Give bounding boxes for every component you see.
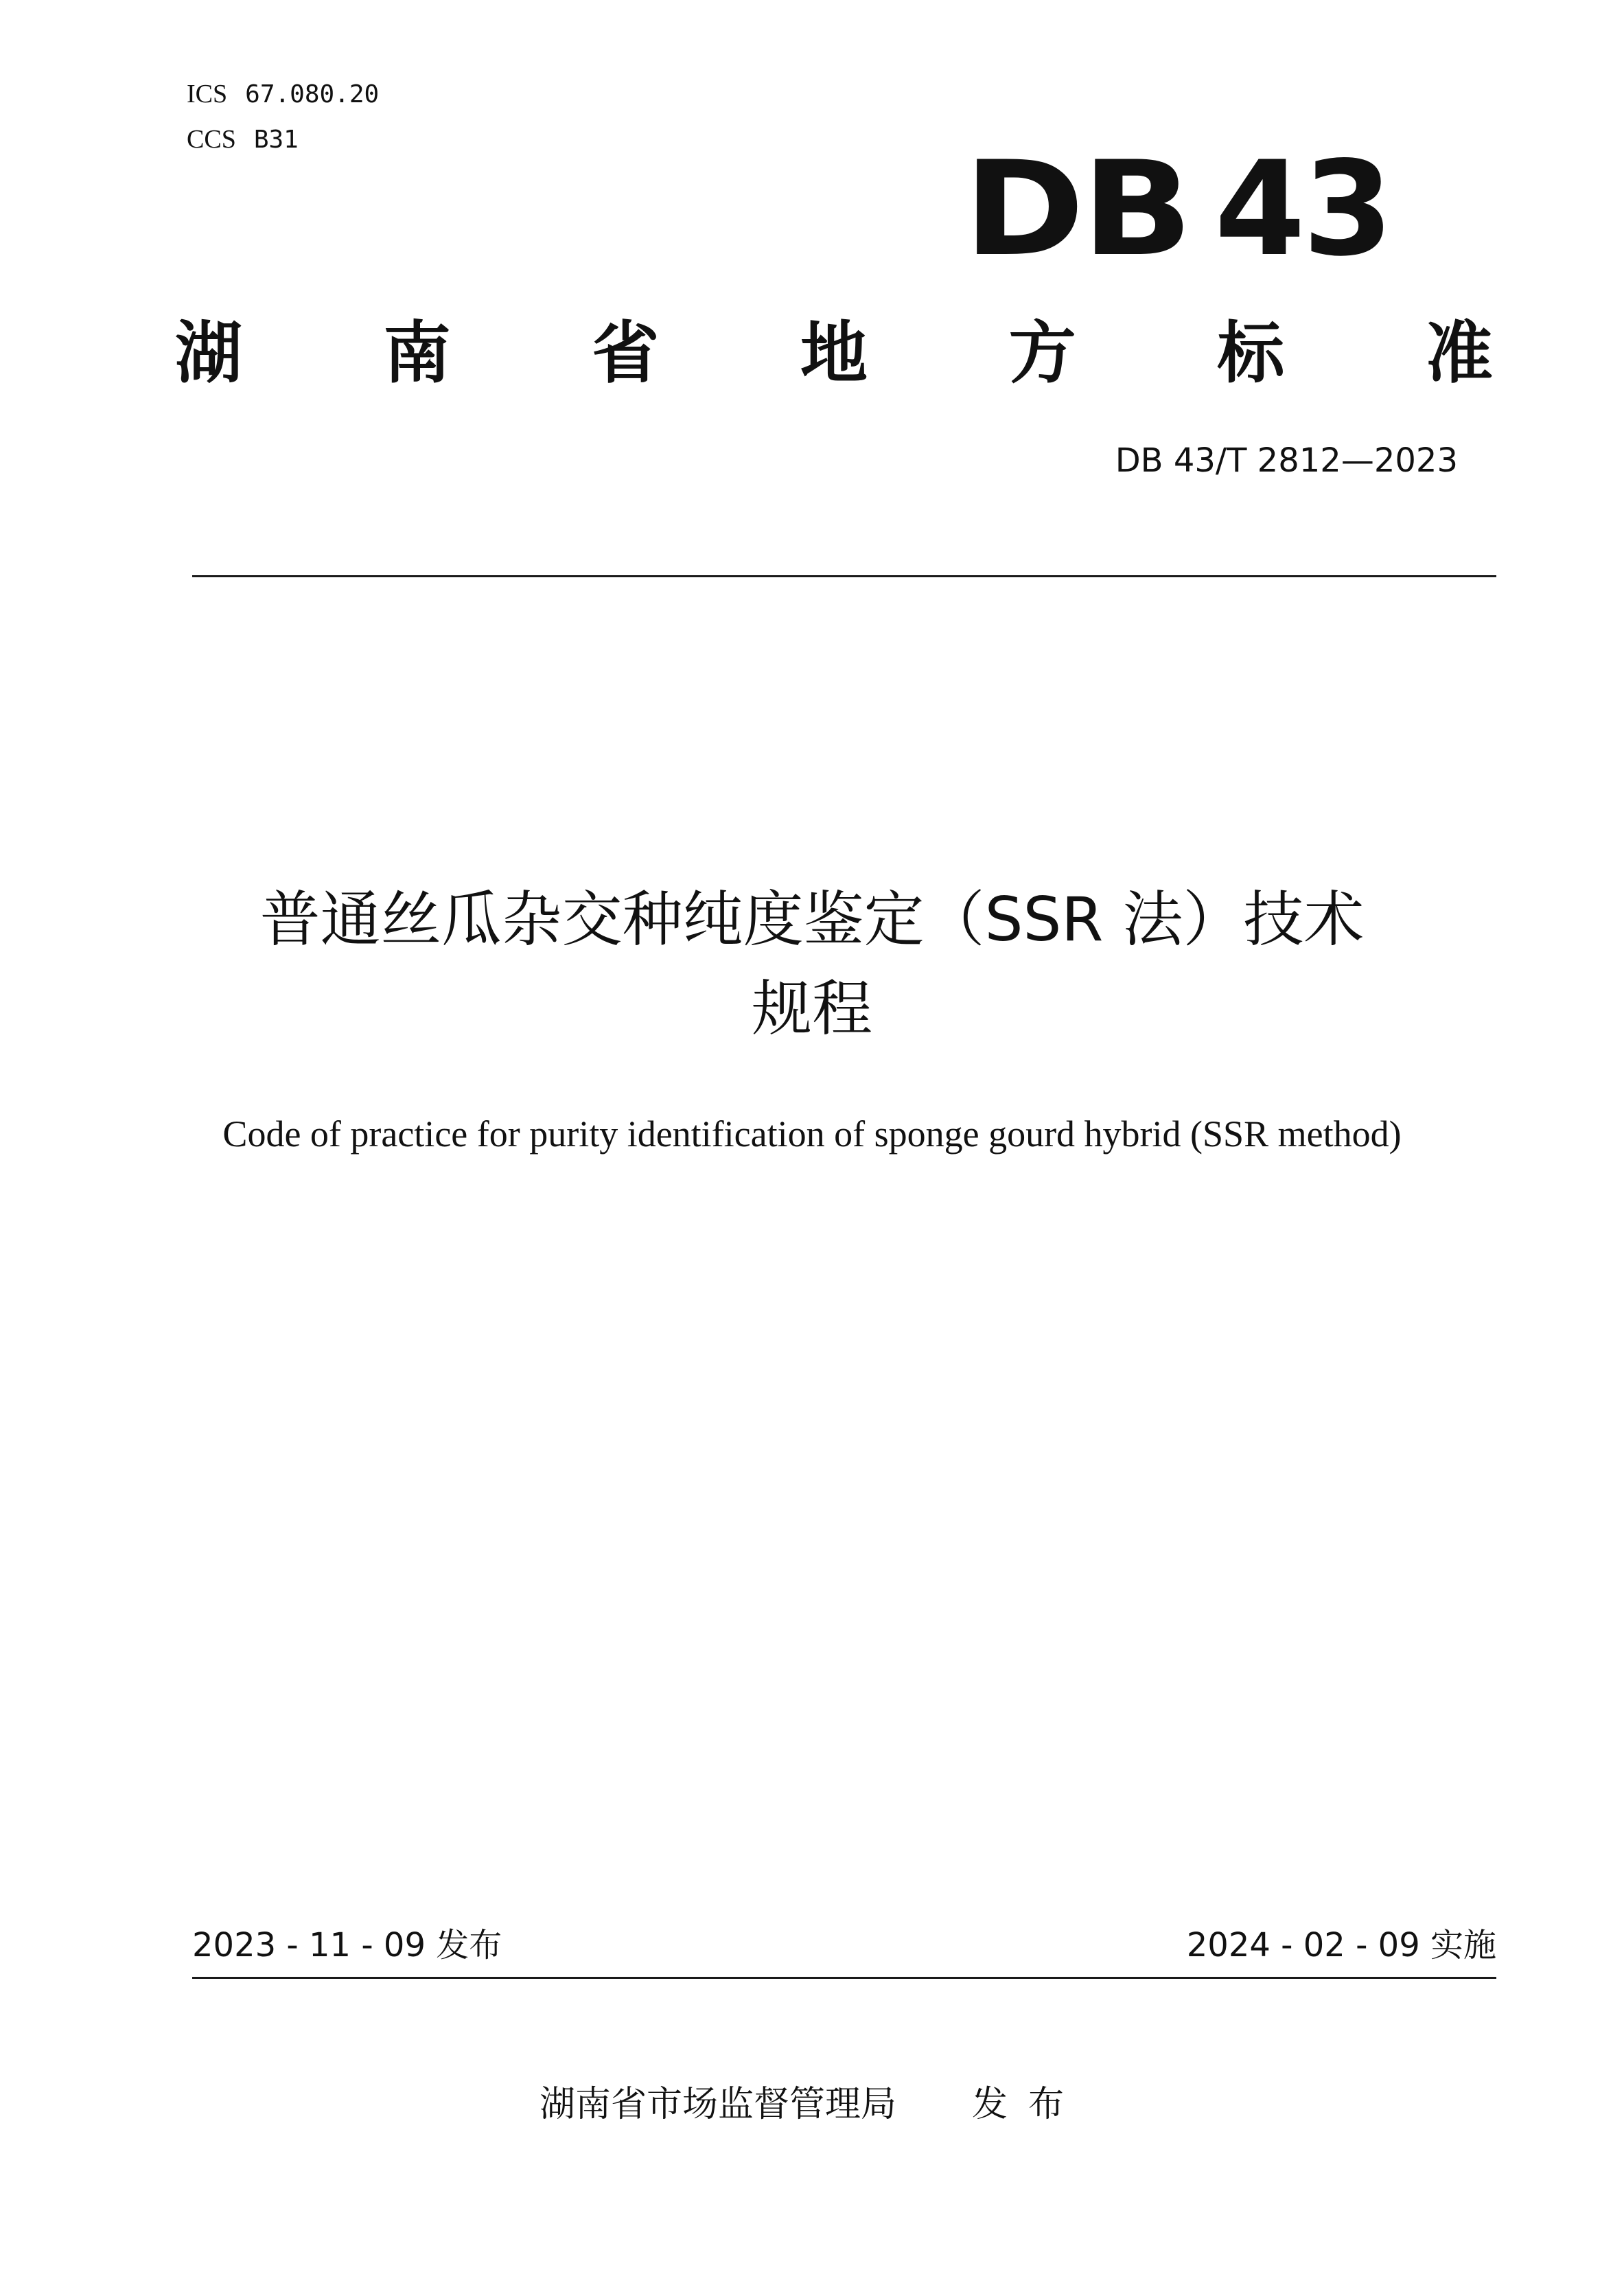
chinese-title-line-2: 规程	[751, 973, 872, 1044]
db-mark-number: 43	[1214, 133, 1391, 285]
standard-type-char: 湖	[175, 314, 243, 393]
standard-type-char: 省	[592, 314, 660, 393]
ccs-code: B31	[253, 126, 299, 154]
chinese-title-line-1: 普通丝瓜杂交种纯度鉴定（SSR 法）技术	[259, 884, 1365, 955]
standard-type-char: 准	[1425, 314, 1493, 393]
ccs-label: CCS	[187, 125, 236, 154]
top-divider	[192, 575, 1496, 577]
ics-code: 67.080.20	[245, 80, 380, 108]
standard-type-heading	[175, 312, 1493, 395]
english-title: Code of practice for purity identification of sponge gourd hybrid (SSR method)	[222, 1113, 1402, 1155]
issue-date: 2023 - 11 - 09 发布	[192, 1926, 502, 1964]
implementation-date: 2024 - 02 - 09 实施	[1186, 1926, 1496, 1964]
standard-type-char: 南	[383, 314, 451, 393]
ccs-classification	[187, 126, 299, 152]
publisher-line	[0, 2084, 1624, 2125]
standard-type-char: 标	[1217, 314, 1285, 393]
db-mark-letters: DB	[963, 133, 1190, 285]
standard-type-char: 地	[800, 314, 868, 393]
ics-classification	[187, 81, 379, 107]
chinese-title	[137, 875, 1487, 1054]
bottom-divider	[192, 1977, 1496, 1979]
db-logo-mark	[963, 133, 1391, 285]
standard-type-char: 方	[1008, 314, 1076, 393]
publish-action: 发布	[972, 2084, 1085, 2125]
ics-label: ICS	[187, 80, 228, 108]
publisher-name: 湖南省市场监督管理局	[539, 2084, 896, 2125]
standard-number: DB 43/T 2812—2023	[1115, 441, 1458, 480]
